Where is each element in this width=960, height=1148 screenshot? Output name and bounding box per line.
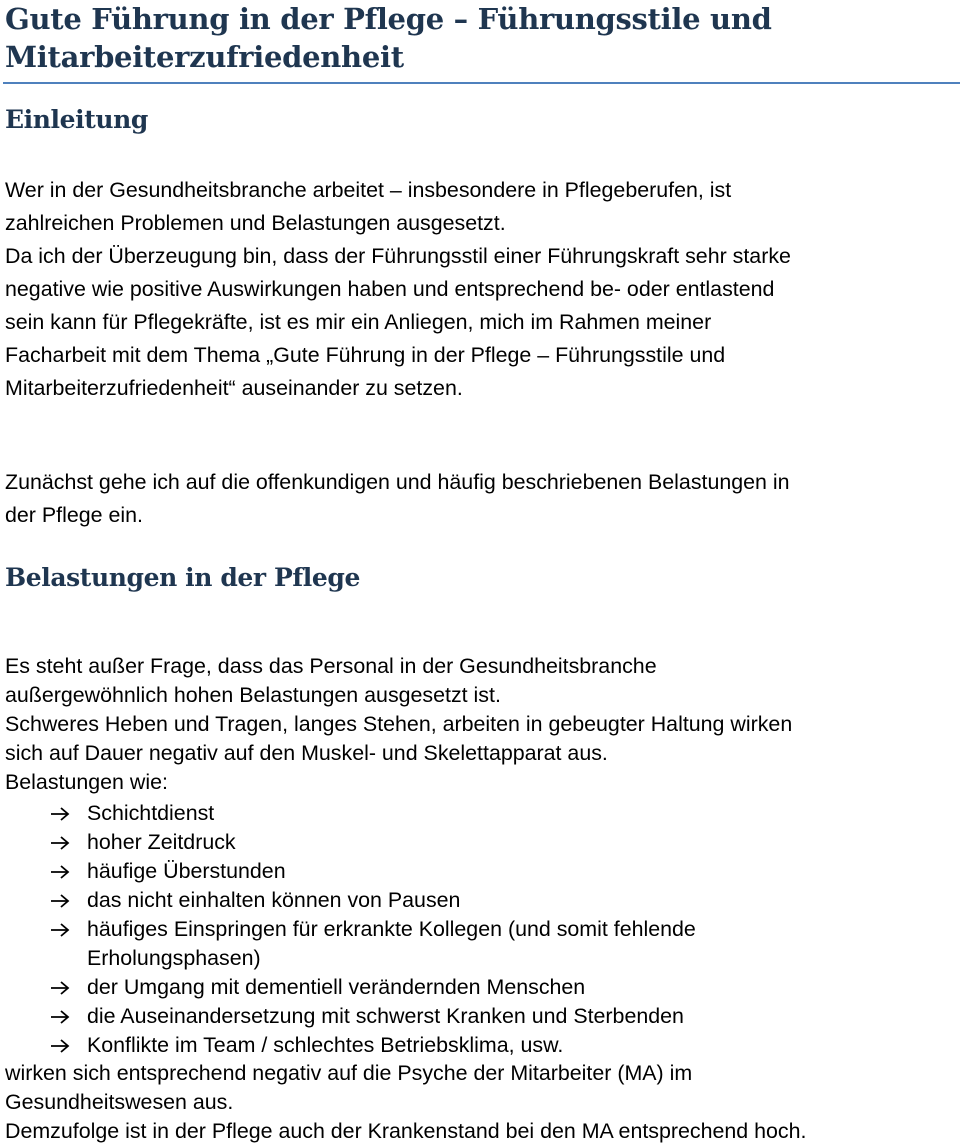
text-line: Demzufolge ist in der Pflege auch der Krankenstand bei den MA entsprechend hoch. bbox=[5, 1119, 807, 1143]
text-line: Schweres Heben und Tragen, langes Stehen, arbeiten in gebeugter Haltung wirken bbox=[5, 712, 793, 736]
list-item bbox=[50, 973, 950, 1002]
arrow-right-icon bbox=[50, 886, 80, 915]
list-item-text: häufige Überstunden bbox=[87, 859, 286, 883]
text-line: Zunächst gehe ich auf die offenkundigen und häufig beschriebenen Belastungen in bbox=[5, 470, 790, 494]
text-line: Es steht außer Frage, dass das Personal in der Gesundheitsbranche bbox=[5, 654, 657, 678]
list-item bbox=[50, 857, 950, 886]
title-line: Mitarbeiterzufriedenheit bbox=[5, 40, 404, 74]
title-underline bbox=[3, 82, 960, 84]
text-line: Belastungen wie: bbox=[5, 770, 168, 794]
heading-einleitung: Einleitung bbox=[5, 105, 149, 134]
text-line: negative wie positive Auswirkungen haben und entsprechend be- oder entlastend bbox=[5, 277, 775, 301]
list-item-text: das nicht einhalten können von Pausen bbox=[87, 888, 461, 912]
text-line: Mitarbeiterzufriedenheit“ auseinander zu setzen. bbox=[5, 376, 463, 400]
list-item-text: die Auseinandersetzung mit schwerst Kranken und Sterbenden bbox=[87, 1004, 684, 1028]
text-line: wirken sich entsprechend negativ auf die Psyche der Mitarbeiter (MA) im bbox=[5, 1061, 693, 1085]
list-item bbox=[50, 799, 950, 828]
text-line: Gesundheitswesen aus. bbox=[5, 1090, 234, 1114]
text-line: zahlreichen Problemen und Belastungen ausgesetzt. bbox=[5, 211, 506, 235]
list-item bbox=[50, 915, 950, 973]
list-item-text: häufiges Einspringen für erkrankte Kollegen (und somit fehlende bbox=[87, 917, 696, 941]
arrow-right-icon bbox=[50, 973, 80, 1002]
list-item-text: Schichtdienst bbox=[87, 801, 215, 825]
arrow-right-icon bbox=[50, 828, 80, 857]
list-item-text: hoher Zeitdruck bbox=[87, 830, 236, 854]
document-title bbox=[5, 0, 950, 76]
arrow-right-icon bbox=[50, 857, 80, 886]
text-line: sein kann für Pflegekräfte, ist es mir ein Anliegen, mich im Rahmen meiner bbox=[5, 310, 712, 334]
arrow-right-icon bbox=[50, 915, 80, 944]
arrow-right-icon bbox=[50, 1031, 80, 1060]
text-line: Facharbeit mit dem Thema „Gute Führung in der Pflege – Führungsstile und bbox=[5, 343, 726, 367]
title-line: Gute Führung in der Pflege – Führungsstile und bbox=[5, 2, 772, 36]
intro-paragraph-2 bbox=[5, 466, 960, 532]
list-item-text: der Umgang mit dementiell verändernden Menschen bbox=[87, 975, 586, 999]
text-line: Da ich der Überzeugung bin, dass der Führungsstil einer Führungskraft sehr starke bbox=[5, 244, 791, 268]
list-item bbox=[50, 1031, 950, 1060]
arrow-right-icon bbox=[50, 799, 80, 828]
heading-belastungen: Belastungen in der Pflege bbox=[5, 563, 360, 592]
burden-conclusion bbox=[5, 1059, 960, 1146]
list-item bbox=[50, 828, 950, 857]
burden-list bbox=[50, 799, 950, 1060]
list-item-text: Konflikte im Team / schlechtes Betriebsklima, usw. bbox=[87, 1033, 564, 1057]
intro-paragraph bbox=[5, 174, 960, 405]
text-line: sich auf Dauer negativ auf den Muskel- und Skelettapparat aus. bbox=[5, 741, 608, 765]
text-line: der Pflege ein. bbox=[5, 503, 143, 527]
list-item bbox=[50, 886, 950, 915]
text-line: Wer in der Gesundheitsbranche arbeitet – insbesondere in Pflegeberufen, ist bbox=[5, 178, 732, 202]
arrow-right-icon bbox=[50, 1002, 80, 1031]
list-item-text: Erholungsphasen) bbox=[87, 946, 261, 970]
list-item bbox=[50, 1002, 950, 1031]
text-line: außergewöhnlich hohen Belastungen ausgesetzt ist. bbox=[5, 683, 501, 707]
burden-paragraph bbox=[5, 652, 960, 797]
